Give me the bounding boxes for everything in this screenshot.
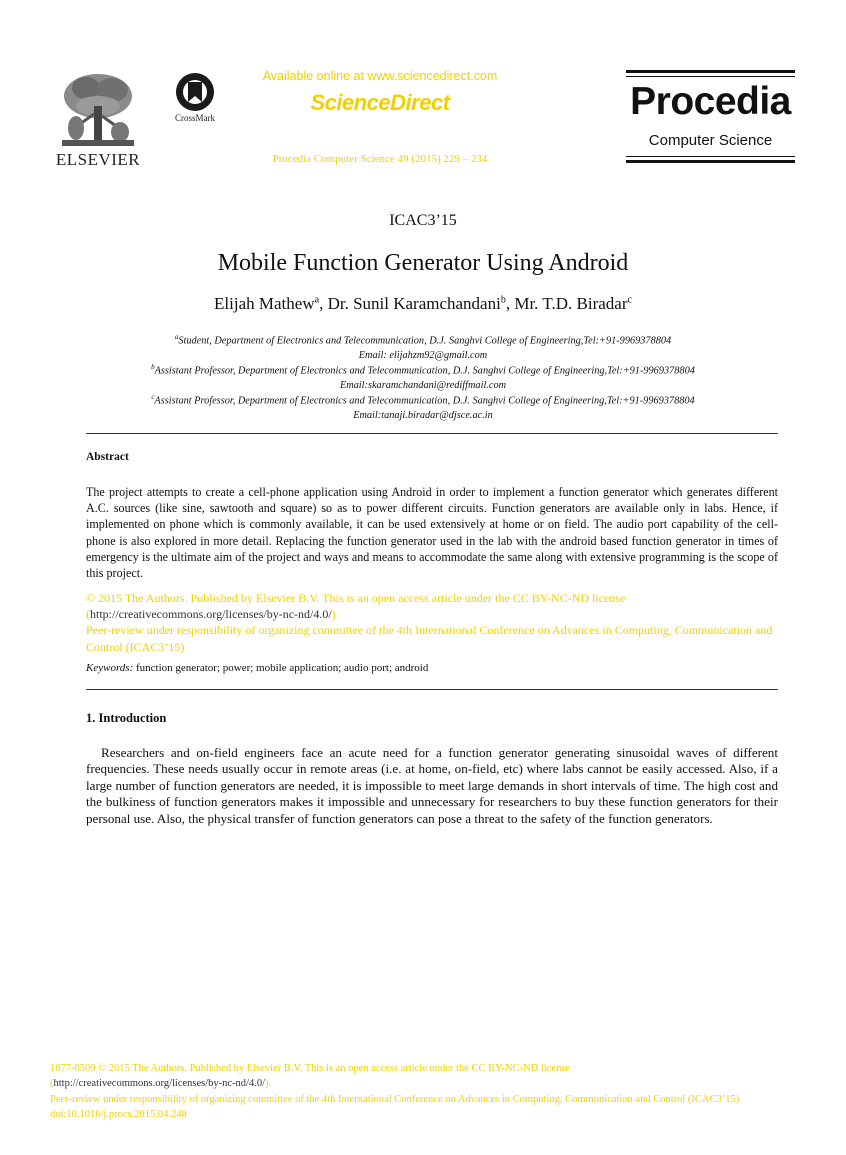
journal-reference: Procedia Computer Science 49 (2015) 229 – 234 xyxy=(272,153,488,165)
keywords-list: function generator; power; mobile application; audio port; android xyxy=(136,662,429,674)
procedia-logo xyxy=(626,70,795,164)
author-affil-marker: b xyxy=(500,294,506,306)
author-list: Elijah Mathew$^a$, Dr. Sunil Karamchandani$^b$, Mr. T.D. Biradar$^c$ xyxy=(214,294,632,313)
license-notice: © 2015 The Authors. Published by Elsevier B.V. This is an open access article under the CC BY-NC-ND license (http://creativecommons.org/licenses/by-nc-nd/4.0/) Peer-review under responsibility of organizing committee of the 4th International Conference on Advances in Computing, Communication and Control (ICAC3’15) xyxy=(86,591,773,654)
author-name: Elijah Mathew xyxy=(214,294,315,313)
section-heading-introduction: 1. Introduction xyxy=(86,711,167,725)
procedia-top-rule xyxy=(626,70,795,73)
procedia-bottom-rule xyxy=(626,160,795,163)
crossmark-icon xyxy=(175,72,215,112)
divider xyxy=(86,689,778,690)
keywords xyxy=(86,662,778,674)
elsevier-logo xyxy=(50,68,146,168)
publisher-name: ELSEVIER xyxy=(55,150,141,169)
footer-license-link[interactable]: http://creativecommons.org/licenses/by-nc-nd/4.0/ xyxy=(53,1078,266,1090)
introduction-text: Researchers and on-field engineers face an acute need for a function generator generating sinusoidal waves of different frequencies. These needs usually occur in remote areas (i.e. at home, on-field, etc) where labs cannot be easily accessed. Also, if a large number of function generators are needed, it is impossible to meet large demands in short intervals of time. The high cost and the bulkiness of function generators makes it impossible and unnecessary for researchers to buy these function generators for their personal use. Also, the physical transfer of function generators can pose a threat to the safety of the function generators. xyxy=(86,745,778,826)
footer-notice: 1877-0509 © 2015 The Authors. Published by Elsevier B.V. This is an open access article under the CC BY-NC-ND license (http://creativecommons.org/licenses/by-nc-nd/4.0/). Peer-review under responsibility of organizing committee of the 4th International Conference on Advances in Computing, Communication and Control (ICAC3’15) doi:10.1016/j.procs.2015.04.248 xyxy=(50,1063,740,1120)
procedia-top-rule-thin xyxy=(626,76,795,77)
copyright-notice: © 2015 The Authors. Published by Elsevier B.V. This is an open access article under the CC BY-NC-ND license xyxy=(86,591,626,605)
affiliation-email[interactable]: Email: elijahzm92@gmail.com xyxy=(358,350,488,362)
affiliation: $^b$Assistant Professor, Department of Electronics and Telecommunication, D.J. Sanghvi College of Engineering,Tel:+91-9969378804 Email:skaramchandani@rediffmail.com xyxy=(151,363,695,392)
affiliation: $^a$Student, Department of Electronics and Telecommunication, D.J. Sanghvi College of Engineering,Tel:+91-9969378804 Email: elijahzm92@gmail.com xyxy=(174,333,672,362)
affiliation-email[interactable]: Email:skaramchandani@rediffmail.com xyxy=(339,380,507,392)
available-online-link[interactable]: Available online at www.sciencedirect.com xyxy=(262,69,498,83)
footer-doi[interactable]: doi:10.1016/j.procs.2015.04.248 xyxy=(50,1108,187,1120)
author-name: Mr. T.D. Biradar xyxy=(514,294,628,313)
author-affil-marker: c xyxy=(627,294,632,306)
conference-name: ICAC3’15 xyxy=(389,212,457,229)
license-link[interactable]: http://creativecommons.org/licenses/by-nc-nd/4.0/ xyxy=(90,607,332,622)
keywords-label: Keywords: xyxy=(86,662,134,674)
elsevier-tree-icon xyxy=(58,70,138,150)
author-affil-marker: a xyxy=(314,294,320,306)
divider xyxy=(86,433,778,434)
author-name: Dr. Sunil Karamchandani xyxy=(327,294,501,313)
paper-title: Mobile Function Generator Using Android xyxy=(217,250,629,276)
affiliation-email[interactable]: Email:tanaji.biradar@djsce.ac.in xyxy=(353,410,493,422)
affiliation: $^c$Assistant Professor, Department of Electronics and Telecommunication, D.J. Sanghvi College of Engineering,Tel:+91-9969378804 Email:tanaji.biradar@djsce.ac.in xyxy=(151,393,695,422)
crossmark-badge[interactable] xyxy=(164,72,226,124)
sciencedirect-logo[interactable]: ScienceDirect xyxy=(310,90,450,115)
footer-copyright: 1877-0509 © 2015 The Authors. Published by Elsevier B.V. This is an open access article under the CC BY-NC-ND license xyxy=(50,1063,571,1074)
footer-peer-review: Peer-review under responsibility of organizing committee of the 4th International Conference on Advances in Computing, Communication and Control (ICAC3’15) xyxy=(50,1093,740,1105)
abstract-heading: Abstract xyxy=(86,451,129,463)
peer-review-notice: Peer-review under responsibility of organizing committee of the 4th International Conference on Advances in Computing, Communication and Control (ICAC3’15) xyxy=(86,623,773,654)
procedia-bottom-rule-thin xyxy=(626,156,795,157)
procedia-title: Procedia xyxy=(630,80,791,123)
procedia-subtitle: Computer Science xyxy=(648,132,773,149)
crossmark-label: CrossMark xyxy=(175,113,215,123)
abstract-text: The project attempts to create a cell-phone application using Android in order to implement a function generator which generates different A.C. sources (like sine, sawtooth and square) so as to power different circuits. Function generators are available only in labs. Hence, if implemented on phone which is commonly available, it can be used extensively at home or on field. The audio port capability of the cell-phone is also explored in more detail. Replacing the function generator used in the lab with the android based function generator in times of emergency is the ultimate aim of the project and ways and means to accommodate the same along with extensive programming is the scope of this project. xyxy=(86,485,778,581)
